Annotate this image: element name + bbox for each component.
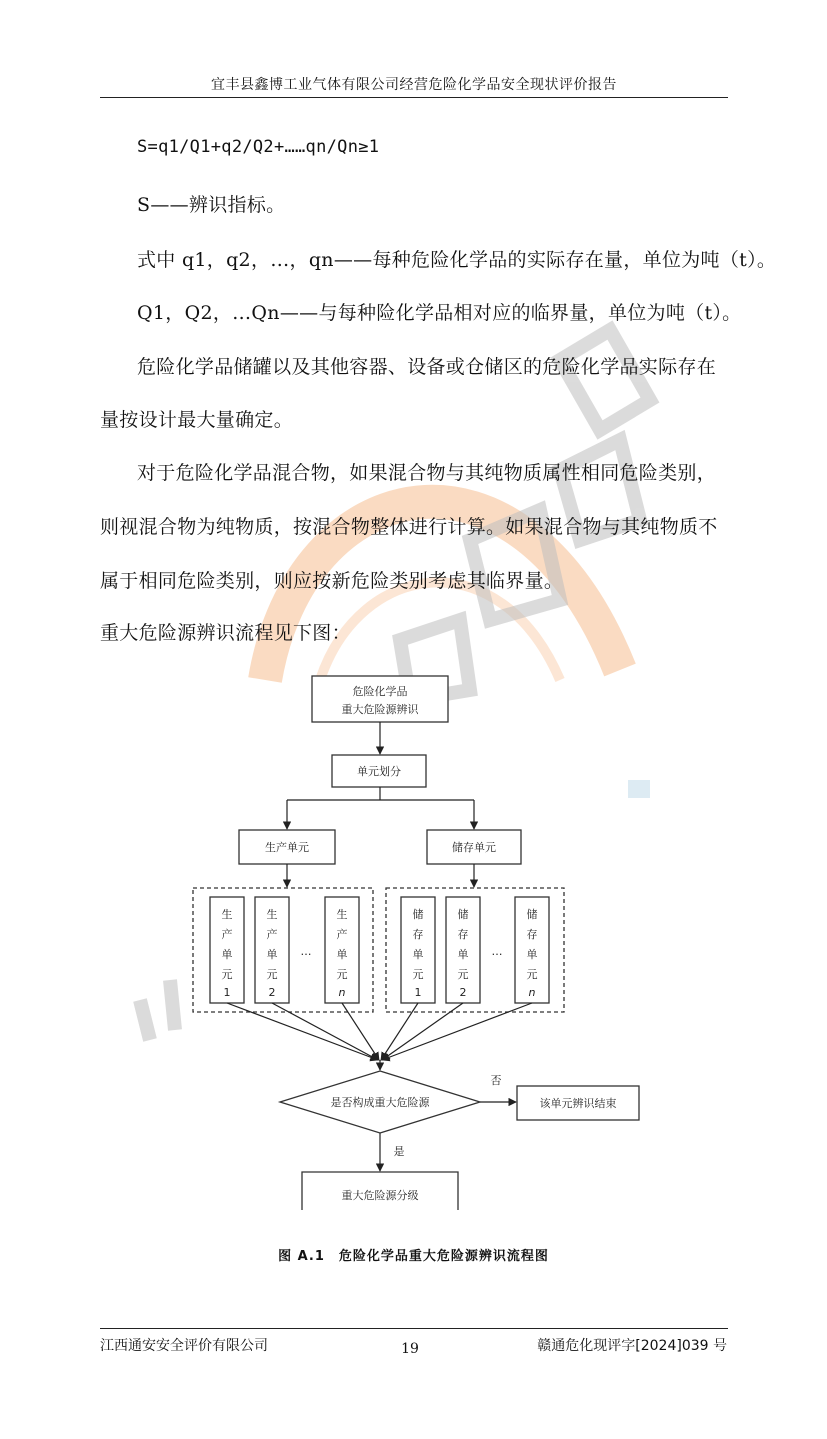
svg-text:n: n — [338, 986, 346, 999]
footer-divider — [100, 1328, 728, 1329]
svg-text:元: 元 — [526, 968, 538, 981]
grade-box-label: 重大危险源分级 — [341, 1189, 419, 1202]
end-box-label: 该单元辨识结束 — [539, 1097, 617, 1110]
figure-caption: 图 A.1 危险化学品重大危险源辨识流程图 — [278, 1249, 549, 1264]
start-box-line-2: 重大危险源辨识 — [341, 703, 419, 716]
svg-text:单: 单 — [526, 948, 538, 961]
svg-text:储: 储 — [412, 908, 424, 921]
prod-ellipsis: … — [300, 945, 312, 958]
svg-text:1: 1 — [223, 986, 231, 999]
svg-text:n: n — [528, 986, 536, 999]
no-label: 否 — [490, 1074, 502, 1087]
store-ellipsis: … — [491, 945, 503, 958]
Q-definition: Q1，Q2，…Qn——与每种险化学品相对应的临界量，单位为吨（t）。 — [137, 302, 742, 324]
paragraph-1-line-1: 危险化学品储罐以及其他容器、设备或仓储区的危险化学品实际存在 — [137, 356, 717, 378]
svg-text:元: 元 — [266, 968, 278, 981]
flowchart-intro: 重大危险源辨识流程见下图： — [100, 622, 351, 644]
yes-label: 是 — [393, 1145, 405, 1158]
svg-text:储: 储 — [526, 908, 538, 921]
page-number: 19 — [401, 1341, 419, 1357]
svg-text:1: 1 — [414, 986, 422, 999]
page-header-title: 宜丰县鑫博工业气体有限公司经营危险化学品安全现状评价报告 — [211, 77, 617, 93]
svg-text:2: 2 — [459, 986, 467, 999]
unit-division-label: 单元划分 — [357, 765, 401, 778]
paragraph-1-line-2: 量按设计最大量确定。 — [100, 409, 294, 431]
svg-text:元: 元 — [457, 968, 469, 981]
svg-text:单: 单 — [266, 948, 278, 961]
svg-text:产: 产 — [266, 928, 278, 941]
svg-text:存: 存 — [526, 928, 538, 941]
svg-text:单: 单 — [412, 948, 424, 961]
formula-line: S=q1/Q1+q2/Q2+……qn/Qn≥1 — [137, 137, 380, 157]
svg-text:单: 单 — [221, 948, 233, 961]
paragraph-2-line-1: 对于危险化学品混合物，如果混合物与其纯物质属性相同危险类别， — [137, 462, 717, 484]
svg-text:储: 储 — [457, 908, 469, 921]
svg-text:元: 元 — [221, 968, 233, 981]
decision-label: 是否构成重大危险源 — [330, 1096, 430, 1109]
svg-text:元: 元 — [336, 968, 348, 981]
footer-company: 江西通安安全评价有限公司 — [100, 1338, 268, 1354]
production-unit-label: 生产单元 — [265, 841, 309, 854]
svg-text:存: 存 — [412, 928, 424, 941]
svg-text:单: 单 — [336, 948, 348, 961]
svg-text:存: 存 — [457, 928, 469, 941]
svg-text:生: 生 — [336, 908, 348, 921]
svg-text:2: 2 — [268, 986, 276, 999]
svg-text:产: 产 — [336, 928, 348, 941]
footer-document-number: 赣通危化现评字[2024]039 号 — [537, 1338, 727, 1354]
start-box-line-1: 危险化学品 — [352, 685, 408, 698]
paragraph-2-line-2: 则视混合物为纯物质，按混合物整体进行计算。如果混合物与其纯物质不 — [100, 516, 718, 538]
svg-text:元: 元 — [412, 968, 424, 981]
s-definition: S——辨识指标。 — [137, 194, 286, 216]
svg-text:生: 生 — [266, 908, 278, 921]
svg-text:生: 生 — [221, 908, 233, 921]
storage-unit-label: 储存单元 — [452, 841, 496, 854]
svg-text:产: 产 — [221, 928, 233, 941]
q-definition: 式中 q1，q2，…，qn——每种危险化学品的实际存在量，单位为吨（t）。 — [137, 249, 777, 271]
paragraph-2-line-3: 属于相同危险类别，则应按新危险类别考虑其临界量。 — [100, 570, 564, 592]
svg-text:单: 单 — [457, 948, 469, 961]
